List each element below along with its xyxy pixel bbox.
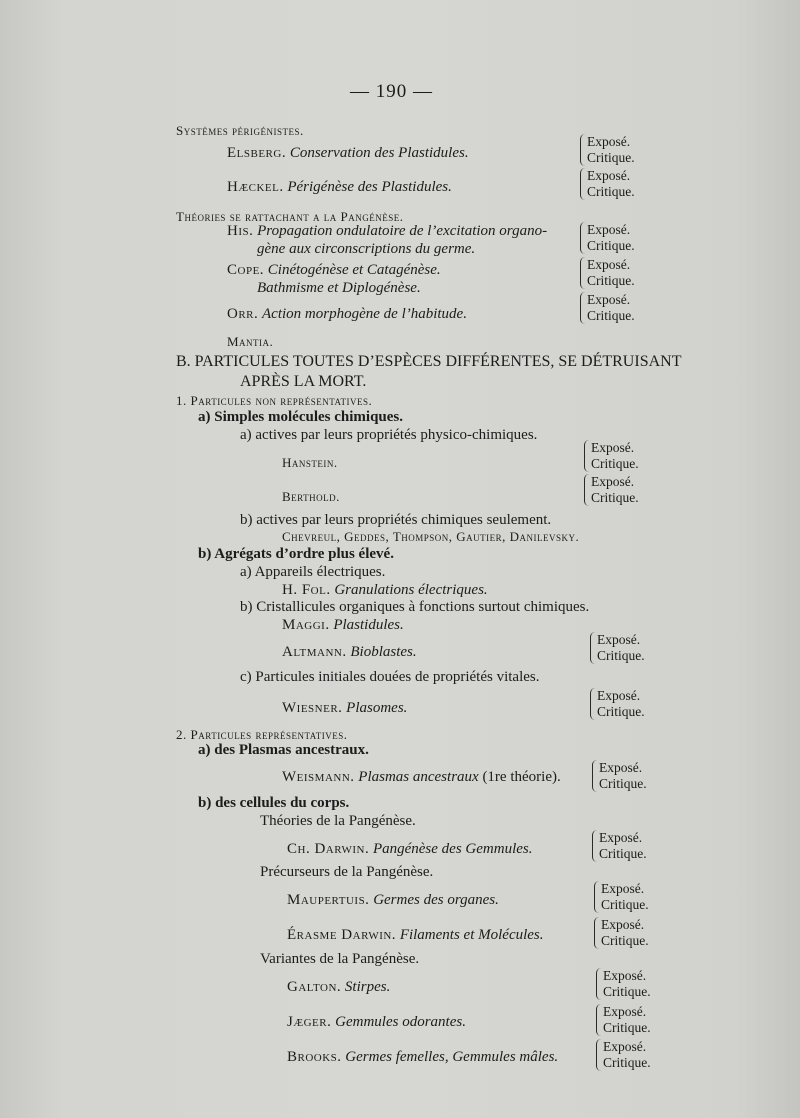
entry-jaeger [287, 1015, 466, 1030]
entry-maupertuis [287, 893, 499, 908]
critique-label: Critique. [591, 456, 639, 471]
author: Weismann. [282, 769, 355, 785]
author: Érasme Darwin. [287, 927, 397, 943]
author: Maupertuis. [287, 892, 370, 908]
heading-systemes-perigenistes: Systèmes périgénistes. [176, 123, 304, 138]
entry-wiesner [282, 701, 407, 716]
entry-cope-line2: Bathmisme et Diplogénèse. [257, 280, 421, 296]
expose-critique-brace [592, 760, 647, 792]
work-title: Plastidules. [333, 617, 404, 633]
expose-critique-brace [594, 881, 649, 913]
entry-maggi [282, 618, 404, 633]
entry-galton [287, 980, 390, 995]
entry-erasme-darwin [287, 928, 544, 943]
part1-b-heading: b) Agrégats d’ordre plus élevé. [198, 546, 394, 562]
section-b-heading-line1: B. PARTICULES TOUTES D’ESPÈCES DIFFÉRENTES, SE DÉTRUISANT [176, 353, 682, 370]
work-title: Filaments et Molécules. [399, 927, 544, 943]
work-title: Cinétogénèse et Catagénèse. [267, 262, 441, 278]
expose-label: Exposé. [601, 917, 645, 932]
expose-critique-brace [580, 222, 635, 254]
critique-label: Critique. [597, 648, 645, 663]
entry-hanstein: Hanstein. [282, 455, 338, 470]
expose-label: Exposé. [591, 440, 635, 455]
expose-label: Exposé. [603, 1039, 647, 1054]
entry-elsberg [227, 146, 469, 161]
author: Orr. [227, 306, 259, 322]
part1-a-b-heading: b) actives par leurs propriétés chimiques seulement. [240, 512, 552, 528]
expose-critique-brace [596, 968, 651, 1000]
expose-critique-brace [596, 1004, 651, 1036]
critique-label: Critique. [599, 776, 647, 791]
critique-label: Critique. [603, 984, 651, 999]
work-title: Propagation ondulatoire de l’excitation organo- [257, 223, 548, 239]
author: Galton. [287, 979, 342, 995]
expose-label: Exposé. [597, 632, 641, 647]
work-title: Action morphogène de l’habitude. [262, 306, 467, 322]
entry-altmann [282, 645, 417, 660]
author: Jæger. [287, 1014, 332, 1030]
author: Hæckel. [227, 179, 284, 195]
expose-label: Exposé. [599, 760, 643, 775]
expose-critique-brace [584, 440, 639, 472]
author: Brooks. [287, 1049, 342, 1065]
entry-chevreul-group: Chevreul, Geddes, Thompson, Gautier, Danilevsky. [282, 529, 580, 544]
expose-critique-brace [590, 688, 645, 720]
author: Maggi. [282, 617, 330, 633]
author: Ch. Darwin. [287, 841, 370, 857]
entry-orr [227, 307, 467, 322]
work-title: Conservation des Plastidules. [289, 145, 469, 161]
section-b-heading-line2: APRÈS LA MORT. [240, 373, 367, 390]
expose-label: Exposé. [603, 1004, 647, 1019]
entry-his-line1 [227, 224, 547, 239]
heading-precurseurs: Précurseurs de la Pangénèse. [260, 864, 434, 880]
expose-critique-brace [596, 1039, 651, 1071]
entry-berthold: Berthold. [282, 489, 340, 504]
critique-label: Critique. [587, 238, 635, 253]
part1-b-c-heading: c) Particules initiales douées de propriétés vitales. [240, 669, 540, 685]
expose-label: Exposé. [587, 257, 631, 272]
expose-label: Exposé. [603, 968, 647, 983]
critique-label: Critique. [603, 1055, 651, 1070]
part1-heading: 1. Particules non représentatives. [176, 393, 373, 408]
heading-theories-pangenese: Théories se rattachant a la Pangénèse. [176, 209, 404, 224]
author: Elsberg. [227, 145, 287, 161]
expose-label: Exposé. [599, 830, 643, 845]
expose-label: Exposé. [591, 474, 635, 489]
critique-label: Critique. [601, 897, 649, 912]
expose-label: Exposé. [587, 168, 631, 183]
entry-haeckel [227, 180, 452, 195]
critique-label: Critique. [587, 308, 635, 323]
work-title: Périgénèse des Plastidules. [287, 179, 452, 195]
entry-weismann [282, 770, 561, 785]
critique-label: Critique. [587, 150, 635, 165]
expose-label: Exposé. [587, 134, 631, 149]
work-title: Stirpes. [344, 979, 391, 995]
author: Cope. [227, 262, 265, 278]
expose-critique-brace [580, 134, 635, 166]
entry-darwin [287, 842, 533, 857]
author: His. [227, 223, 254, 239]
expose-critique-brace [580, 257, 635, 289]
work-title: Gemmules odorantes. [335, 1014, 466, 1030]
expose-critique-brace [580, 292, 635, 324]
expose-critique-brace [590, 632, 645, 664]
expose-label: Exposé. [597, 688, 641, 703]
expose-critique-brace [592, 830, 647, 862]
page-number: — 190 — [350, 81, 433, 102]
entry-cope-line1 [227, 263, 441, 278]
critique-label: Critique. [587, 273, 635, 288]
entry-fol [282, 583, 488, 598]
expose-label: Exposé. [587, 292, 631, 307]
expose-label: Exposé. [587, 222, 631, 237]
part2-a-heading: a) des Plasmas ancestraux. [198, 742, 369, 758]
entry-mantia: Mantia. [227, 334, 274, 349]
author: Altmann. [282, 644, 347, 660]
entry-brooks [287, 1050, 558, 1065]
author: Wiesner. [282, 700, 343, 716]
work-title: Plasomes. [346, 700, 408, 716]
expose-label: Exposé. [601, 881, 645, 896]
critique-label: Critique. [587, 184, 635, 199]
part1-b-a-heading: a) Appareils électriques. [240, 564, 386, 580]
author: H. Fol. [282, 582, 331, 598]
critique-label: Critique. [597, 704, 645, 719]
critique-label: Critique. [601, 933, 649, 948]
work-title: Bioblastes. [350, 644, 417, 660]
expose-critique-brace [584, 474, 639, 506]
work-title: Pangénèse des Gemmules. [372, 841, 533, 857]
heading-theories-de-la-pangenese: Théories de la Pangénèse. [260, 813, 416, 829]
part1-a-a-heading: a) actives par leurs propriétés physico-chimiques. [240, 427, 538, 443]
critique-label: Critique. [591, 490, 639, 505]
work-title: Plasmas ancestraux [358, 769, 479, 785]
critique-label: Critique. [599, 846, 647, 861]
part1-a-heading: a) Simples molécules chimiques. [198, 409, 403, 425]
edition-note: (1re théorie). [482, 769, 561, 785]
part2-b-heading: b) des cellules du corps. [198, 795, 350, 811]
work-title: Germes femelles, Gemmules mâles. [345, 1049, 559, 1065]
work-title: Granulations électriques. [334, 582, 488, 598]
heading-variantes: Variantes de la Pangénèse. [260, 951, 420, 967]
part2-heading: 2. Particules représentatives. [176, 727, 348, 742]
part1-b-b-heading: b) Cristallicules organiques à fonctions surtout chimiques. [240, 599, 590, 615]
critique-label: Critique. [603, 1020, 651, 1035]
entry-his-line2: gène aux circonscriptions du germe. [257, 241, 476, 257]
expose-critique-brace [594, 917, 649, 949]
expose-critique-brace [580, 168, 635, 200]
work-title: Germes des organes. [373, 892, 499, 908]
